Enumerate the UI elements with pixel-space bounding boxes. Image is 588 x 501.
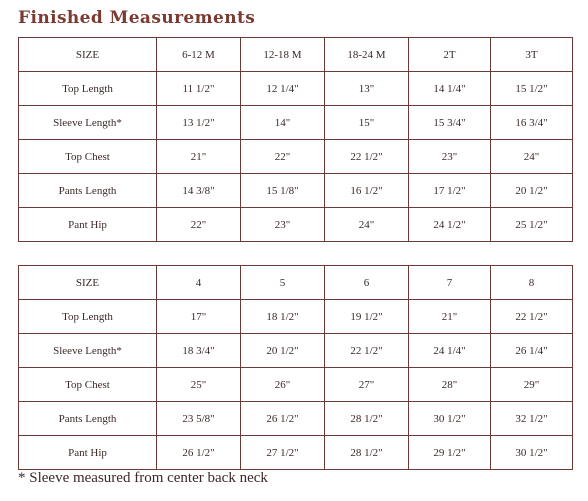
measurement-cell: 27" (325, 368, 409, 402)
measurement-cell: 14" (241, 106, 325, 140)
measurement-cell: 22 1/2" (325, 140, 409, 174)
measurements-table-2 (18, 265, 573, 470)
table-row (19, 300, 573, 334)
size-column-header: 6-12 M (157, 38, 241, 72)
measurement-cell: 22" (157, 208, 241, 242)
measurement-cell: 17 1/2" (409, 174, 491, 208)
row-label: Top Length (19, 300, 157, 334)
row-label: Pants Length (19, 402, 157, 436)
measurement-cell: 20 1/2" (241, 334, 325, 368)
measurement-cell: 28 1/2" (325, 402, 409, 436)
measurement-cell: 19 1/2" (325, 300, 409, 334)
measurement-cell: 14 3/8" (157, 174, 241, 208)
measurement-cell: 26 1/2" (157, 436, 241, 470)
size-column-header: 3T (491, 38, 573, 72)
header-row (19, 266, 573, 300)
measurement-cell: 24" (325, 208, 409, 242)
table-row (19, 402, 573, 436)
row-label: Pant Hip (19, 208, 157, 242)
measurement-cell: 21" (409, 300, 491, 334)
size-column-header: 18-24 M (325, 38, 409, 72)
table-row (19, 72, 573, 106)
size-header: SIZE (19, 38, 157, 72)
measurement-cell: 23" (409, 140, 491, 174)
measurement-cell: 15 1/2" (491, 72, 573, 106)
measurement-cell: 18 1/2" (241, 300, 325, 334)
row-label: Top Chest (19, 140, 157, 174)
size-column-header: 8 (491, 266, 573, 300)
row-label: Sleeve Length* (19, 334, 157, 368)
table-row (19, 368, 573, 402)
measurement-cell: 15 1/8" (241, 174, 325, 208)
measurements-table-1 (18, 37, 573, 242)
measurement-cell: 24 1/2" (409, 208, 491, 242)
row-label: Top Chest (19, 368, 157, 402)
measurement-cell: 29 1/2" (409, 436, 491, 470)
measurement-cell: 21" (157, 140, 241, 174)
size-column-header: 2T (409, 38, 491, 72)
measurement-cell: 26" (241, 368, 325, 402)
header-row (19, 38, 573, 72)
table-row (19, 106, 573, 140)
measurement-cell: 15 3/4" (409, 106, 491, 140)
size-column-header: 4 (157, 266, 241, 300)
measurement-cell: 30 1/2" (409, 402, 491, 436)
measurement-cell: 27 1/2" (241, 436, 325, 470)
measurement-cell: 13 1/2" (157, 106, 241, 140)
row-label: Pants Length (19, 174, 157, 208)
size-column-header: 6 (325, 266, 409, 300)
measurement-cell: 25 1/2" (491, 208, 573, 242)
measurement-cell: 18 3/4" (157, 334, 241, 368)
measurement-cell: 20 1/2" (491, 174, 573, 208)
table-row (19, 208, 573, 242)
measurement-cell: 17" (157, 300, 241, 334)
row-label: Sleeve Length* (19, 106, 157, 140)
measurement-cell: 23" (241, 208, 325, 242)
measurement-cell: 28" (409, 368, 491, 402)
measurement-cell: 16 3/4" (491, 106, 573, 140)
size-header: SIZE (19, 266, 157, 300)
size-column-header: 7 (409, 266, 491, 300)
measurement-cell: 22 1/2" (325, 334, 409, 368)
measurement-cell: 22" (241, 140, 325, 174)
table-row (19, 174, 573, 208)
page-title: Finished Measurements (18, 8, 256, 28)
size-column-header: 5 (241, 266, 325, 300)
measurement-cell: 13" (325, 72, 409, 106)
measurement-cell: 15" (325, 106, 409, 140)
table-row (19, 334, 573, 368)
footnote: * Sleeve measured from center back neck (18, 470, 268, 486)
row-label: Top Length (19, 72, 157, 106)
measurement-cell: 11 1/2" (157, 72, 241, 106)
measurement-cell: 14 1/4" (409, 72, 491, 106)
size-column-header: 12-18 M (241, 38, 325, 72)
measurement-cell: 32 1/2" (491, 402, 573, 436)
measurement-cell: 24 1/4" (409, 334, 491, 368)
measurement-cell: 16 1/2" (325, 174, 409, 208)
measurement-cell: 24" (491, 140, 573, 174)
measurement-cell: 23 5/8" (157, 402, 241, 436)
table-row (19, 436, 573, 470)
measurement-cell: 25" (157, 368, 241, 402)
row-label: Pant Hip (19, 436, 157, 470)
measurement-cell: 26 1/4" (491, 334, 573, 368)
measurement-cell: 22 1/2" (491, 300, 573, 334)
measurement-cell: 29" (491, 368, 573, 402)
measurement-cell: 28 1/2" (325, 436, 409, 470)
measurement-cell: 12 1/4" (241, 72, 325, 106)
measurement-cell: 30 1/2" (491, 436, 573, 470)
table-row (19, 140, 573, 174)
measurement-cell: 26 1/2" (241, 402, 325, 436)
